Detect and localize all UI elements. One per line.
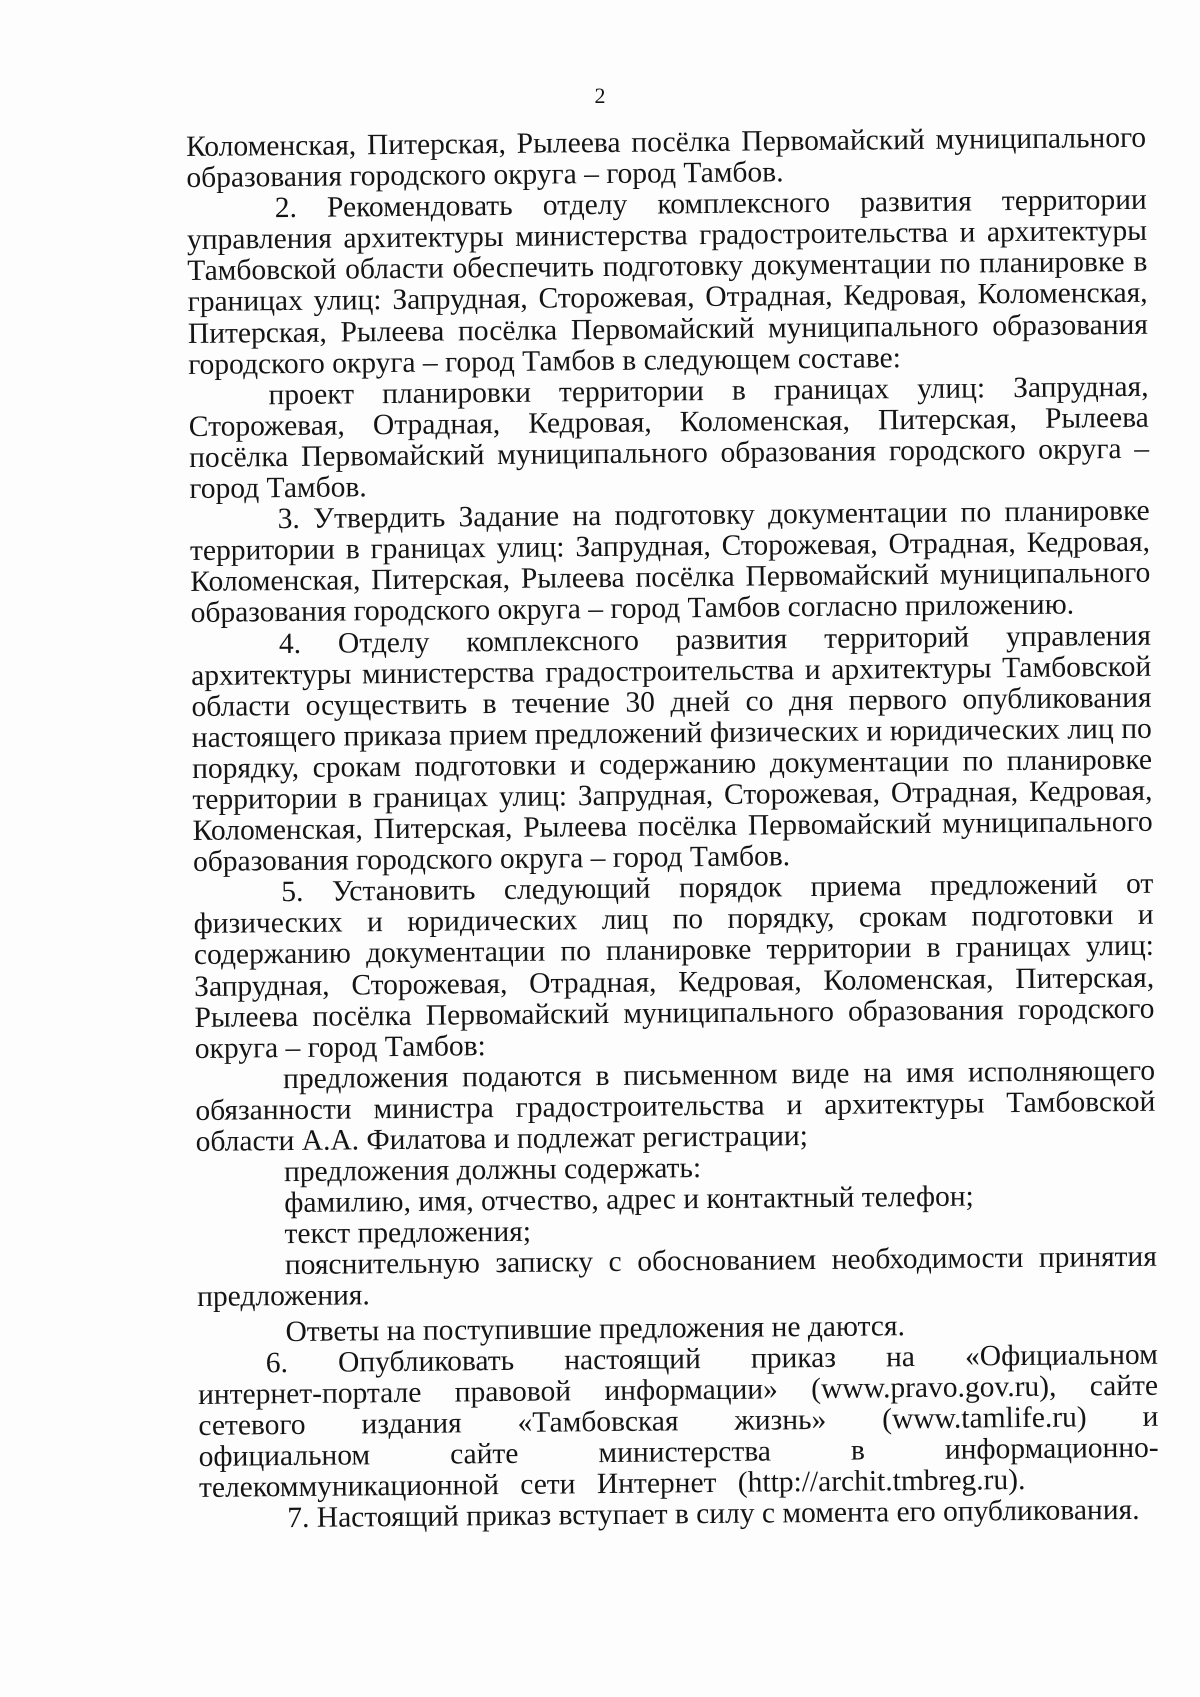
paragraph-item-5-answers: Ответы на поступившие предложения не даются. [285,1309,906,1348]
paragraph-item-5-contents: предложения должны содержать: [283,1152,702,1189]
paragraph-item-2-sub: проект планировки территории в границах улиц: Запрудная, Сторожевая, Отрадная, Кедровая, Коломенская, Питерская, Рылеева посёлка Первомайский муниципального образования городского округа – город Тамбов. [188,370,1150,506]
paragraph-item-6: 6. Опубликовать настоящий приказ на «Официальном интернет-портале правовой информации» (www.pravo.gov.ru), сайте сетевого издания «Тамбовская жизнь» (www.tamlife.ru) и официальном сайте министерства в информационно-телекоммуникационной сети Интернет (http://archit.tmbreg.ru). [197,1338,1159,1504]
paragraph-item-5: 5. Установить следующий порядок приема предложений от физических и юридических лиц по порядку, срокам подготовки и содержанию документации по планировке территории в границах улиц: Запрудная, Сторожевая, Отрадная, Кедровая, Коломенская, Питерская, Рылеева посёлка Первомайский муниципального образования городского округа – город Тамбов: [193,868,1155,1065]
paragraph-item-5-submission: предложения подаются в письменном виде на имя исполняющего обязанности министра градостроительства и архитектуры Тамбовской области А.А. Филатова и подлежат регистрации; [195,1054,1156,1158]
paragraph-item-2: 2. Рекомендовать отделу комплексного развития территории управления архитектуры министерства градостроительства и архитектуры Тамбовской области обеспечить подготовку документации по планировке в границах улиц: Запрудная, Сторожевая, Отрадная, Кедровая, Коломенская, Питерская, Рылеева посёлка Первомайский муниципального образования городского округа – город Тамбов в следующем составе: [186,183,1149,381]
document-body [186,123,1159,1535]
paragraph-item-3: 3. Утвердить Задание на подготовку документации по планировке территории в границах улиц: Запрудная, Сторожевая, Отрадная, Кедровая, Коломенская, Питерская, Рылеева посёлка Первомайский муниципального образования городского округа – город Тамбов согласно приложению. [189,494,1151,630]
paragraph-item-4: 4. Отделу комплексного развития территорий управления архитектуры министерства градостроительства и архитектуры Тамбовской области осуществить в течение 30 дней со дня первого опубликования настоящего приказа прием предложений физических и юридических лиц по порядку, срокам подготовки и содержанию документации по планировке территории в границах улиц: Запрудная, Сторожевая, Отрадная, Кедровая, Коломенская, Питерская, Рылеева посёлка Первомайский муниципального образования городского округа – город Тамбов. [191,619,1153,879]
paragraph-item-7: 7. Настоящий приказ вступает в силу с момента его опубликования. [287,1494,1140,1535]
paragraph-item-5-name: фамилию, имя, отчество, адрес и контактный телефон; [284,1180,974,1220]
page-number: 2 [594,83,606,108]
paragraph-continuation: Коломенская, Питерская, Рылеева посёлка Первомайский муниципального образования городского округа – город Тамбов. [185,121,1147,195]
paragraph-item-5-note: пояснительную записку с обоснованием необходимости принятия предложения. [197,1241,1157,1314]
paragraph-item-5-text: текст предложения; [284,1216,532,1251]
